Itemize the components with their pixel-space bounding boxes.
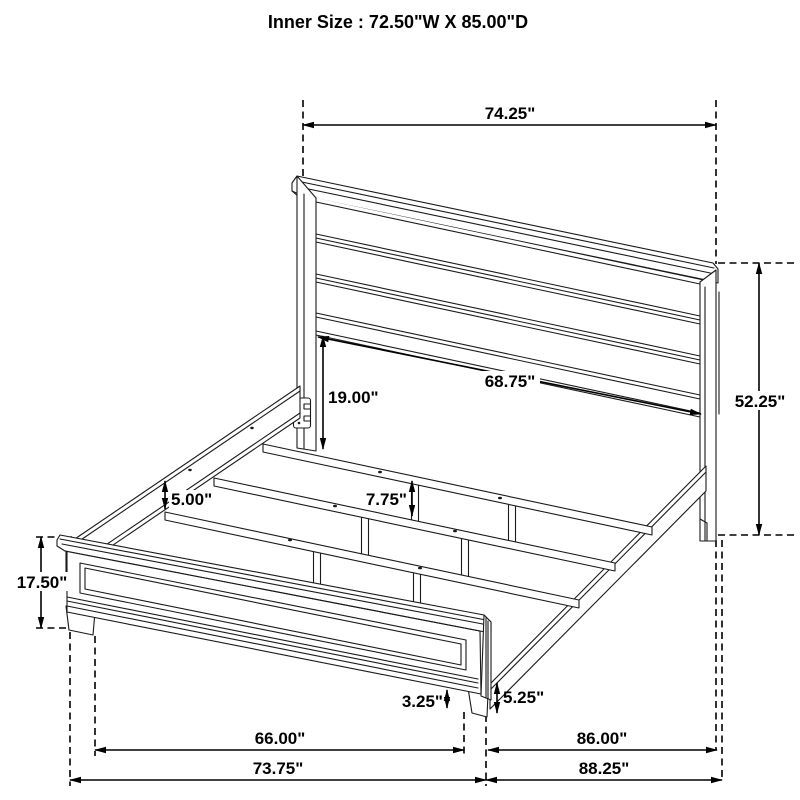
dim-headboard-width (303, 104, 716, 125)
dim-label-footboard-bottom-clearance: 3.25" (401, 692, 443, 711)
dim-label-headboard-inner-width: 68.75" (484, 372, 536, 391)
dim-label-side-rail-height: 5.00" (171, 490, 213, 509)
dim-headboard-height (728, 263, 791, 535)
dim-side-rail-floor-clearance (497, 683, 544, 713)
slat-support-leg (362, 516, 369, 556)
dim-footboard-inner-width (95, 729, 464, 750)
dim-label-frame-inner-depth: 86.00" (576, 729, 628, 748)
dim-label-side-rail-floor-clearance: 5.25" (503, 688, 545, 707)
headboard (292, 176, 719, 541)
dim-footboard-height (14, 537, 70, 628)
dim-label-headboard-height: 52.25" (734, 392, 786, 411)
dim-frame-inner-depth (488, 729, 717, 750)
slat-support-leg (462, 537, 469, 577)
diagram-title: Inner Size : 72.50"W X 85.00"D (267, 12, 529, 32)
slat (263, 444, 652, 543)
dim-label-headboard-width: 74.25" (484, 104, 536, 123)
dim-underbed-clearance (323, 336, 379, 449)
dim-slat-support-height (364, 481, 412, 516)
dim-label-footboard-outer-width: 73.75" (252, 759, 304, 778)
slat-support-leg (509, 503, 516, 543)
dim-footboard-bottom-clearance (402, 690, 447, 711)
dim-label-footboard-inner-width: 66.00" (254, 729, 306, 748)
dim-label-underbed-clearance: 19.00" (328, 388, 379, 407)
dim-footboard-outer-width (70, 759, 486, 780)
dim-label-slat-support-height: 7.75" (365, 490, 407, 509)
footboard (57, 535, 491, 717)
dim-label-frame-outer-depth: 88.25" (578, 759, 630, 778)
dim-frame-outer-depth (486, 759, 722, 780)
dim-label-footboard-height: 17.50" (16, 573, 68, 592)
